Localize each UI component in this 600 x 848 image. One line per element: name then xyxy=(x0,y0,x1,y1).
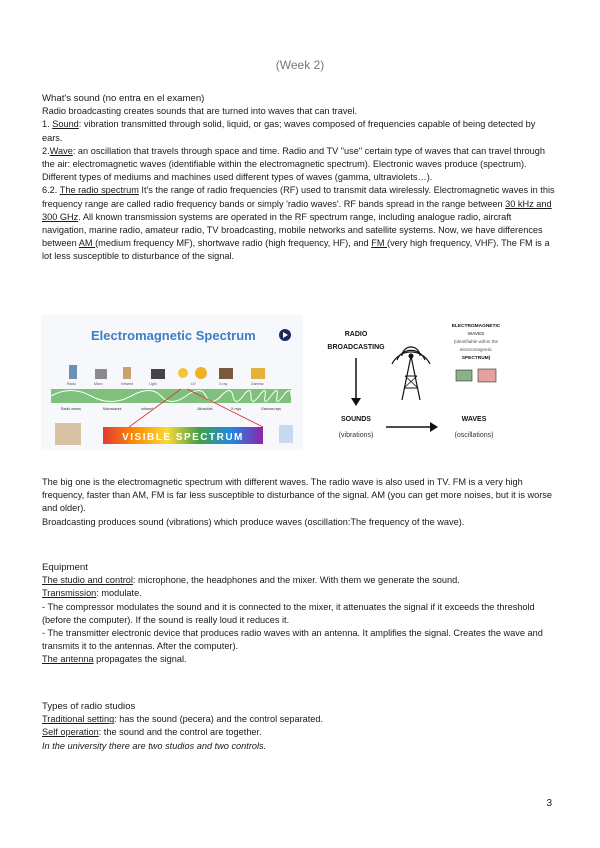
page-number: 3 xyxy=(546,798,552,809)
band-label: Microwaves xyxy=(103,407,122,411)
source-label: Light xyxy=(149,382,157,386)
term-wave: Wave xyxy=(49,145,73,156)
radio-broadcasting-label: RADIO xyxy=(344,331,368,338)
text-run: : has the sound (pecera) and the control separated. xyxy=(114,714,324,725)
sun-icon xyxy=(195,367,207,379)
term-fm: FM xyxy=(371,238,388,249)
microwave-icon xyxy=(95,369,107,379)
radio-set-icon xyxy=(456,370,472,381)
electromagnetic-spectrum-figure xyxy=(41,315,303,450)
source-label: UV xyxy=(191,382,196,386)
text-run: propagates the signal. xyxy=(93,654,187,665)
atom-icon xyxy=(279,425,293,443)
building-icon xyxy=(55,423,81,445)
em-waves-label: ELECTROMAGNETIC xyxy=(451,324,501,329)
paragraph-sound xyxy=(42,118,556,144)
equipment-item xyxy=(42,653,556,666)
term-sound: Sound xyxy=(52,119,79,130)
visible-spectrum-label: VISIBLE SPECTRUM xyxy=(122,432,244,443)
studio-type-item xyxy=(42,726,556,739)
studio-types-section xyxy=(42,700,556,753)
antenna-tower-icon xyxy=(392,347,430,400)
radioactive-icon xyxy=(251,368,265,379)
text-run: (medium frequency MF), shortwave radio (high frequency, HF), and xyxy=(95,238,372,249)
text-run: It's the range of radio frequencies (RF) used to transmit data wirelessly. Electromagnetic waves in this frequency range are called radio frequency bands or simply 'radio waves'. RF bands spread in the range between xyxy=(42,185,555,209)
band-label: Ultraviolet xyxy=(197,407,213,411)
band-label: X-rays xyxy=(231,407,242,411)
satellite-icon xyxy=(123,367,131,379)
list-number: 6.2. xyxy=(42,185,60,196)
definition-sound: : vibration transmitted through solid, liquid, or gas; waves composed of frequencies capable of being detected by ears. xyxy=(42,119,536,143)
commentary-paragraph: Broadcasting produces sound (vibrations) which produce waves (oscillation:The frequency of the wave). xyxy=(42,516,465,527)
text-run: (very high frequency, VHF). The FM is a lot less susceptible to disturbance of the signal. xyxy=(42,238,550,262)
source-labels xyxy=(67,382,264,386)
spectrum-illustration xyxy=(41,315,303,450)
studio-type-item xyxy=(42,713,556,726)
term-transmission: Transmission xyxy=(42,588,97,599)
section-title: Types of radio studios xyxy=(42,701,136,712)
equipment-item xyxy=(42,574,556,587)
university-note: In the university there are two studios and two controls. xyxy=(42,740,267,751)
term-traditional-setting: Traditional setting xyxy=(42,714,115,725)
text-run: : microphone, the headphones and the mixer. With them we generate the sound. xyxy=(132,575,460,586)
source-label: Micro xyxy=(94,382,103,386)
band-label: Radio waves xyxy=(61,407,82,411)
source-label: Radio xyxy=(67,382,77,386)
sounds-label: SOUNDS xyxy=(341,416,371,423)
xray-icon xyxy=(219,368,233,379)
radio-broadcasting-label: BROADCASTING xyxy=(327,344,385,351)
term-frequency-range: 30 kHz and 300 GHz xyxy=(42,198,552,222)
em-waves-label: WAVES xyxy=(467,332,485,337)
intro-section xyxy=(42,92,556,264)
text-run: . All known transmission systems are operated in the RF spectrum range, including analogue radio, aircraft navigation, marine radio, amateur radio, TV broadcasting, mobile networks and satellite systems. Now, we have differences between xyxy=(42,211,543,249)
right-arrow-icon xyxy=(430,422,438,432)
source-label: X-ray xyxy=(219,382,228,386)
source-icons xyxy=(69,365,265,379)
term-am: AM xyxy=(78,238,96,249)
spectrum-title: Electromagnetic Spectrum xyxy=(91,328,256,343)
waves-sublabel: (oscillations) xyxy=(454,432,494,439)
band-labels xyxy=(61,407,281,411)
tv-set-icon xyxy=(478,369,496,382)
em-waves-note: electromagnetic xyxy=(459,347,493,352)
em-waves-note: (identifiable within the xyxy=(453,339,499,344)
text-run: : modulate. xyxy=(96,588,142,599)
week-heading: (Week 2) xyxy=(275,58,325,72)
section-title: What's sound (no entra en el examen) xyxy=(42,93,205,104)
band-label: Gamma rays xyxy=(261,407,282,411)
source-label: Gamma xyxy=(251,382,264,386)
definition-wave: : an oscillation that travels through space and time. Radio and TV "use" certain type of waves that can travel through the air: electromagnetic waves (identifiable within the electromagnetic spectrum). Electronic waves produce (spectrum). Different types of mediums and machines used different types of waves (gamma, ultraviolets…). xyxy=(42,145,545,183)
paragraph-wave xyxy=(42,145,556,185)
broadcasting-illustration xyxy=(316,316,522,450)
equipment-section xyxy=(42,561,556,667)
radio-tower-icon xyxy=(69,365,77,379)
section-title: Equipment xyxy=(42,562,88,573)
radio-broadcasting-diagram xyxy=(316,316,522,450)
equipment-item: - The compressor modulates the sound and it is connected to the mixer, it attenuates the signal if it exceeds the threshold (before the computer). If the sound is really loud it reduces it. xyxy=(42,601,535,625)
figures-commentary xyxy=(42,476,556,529)
list-number: 1. xyxy=(42,119,53,130)
down-arrow-icon xyxy=(351,398,361,406)
waves-label: WAVES xyxy=(461,416,487,423)
term-self-operation: Self operation xyxy=(42,727,99,738)
bulb-icon xyxy=(178,368,188,378)
em-waves-label: SPECTRUM) xyxy=(461,356,491,361)
band-label: Infrared xyxy=(141,407,154,411)
intro-line: Radio broadcasting creates sounds that are turned into waves that can travel. xyxy=(42,106,358,117)
term-studio-control: The studio and control xyxy=(42,575,133,586)
term-antenna: The antenna xyxy=(42,654,94,665)
list-number: 2. xyxy=(42,145,50,156)
text-run: : the sound and the control are together. xyxy=(98,727,262,738)
sounds-sublabel: (vibrations) xyxy=(338,432,374,439)
commentary-paragraph: The big one is the electromagnetic spectrum with different waves. The radio wave is also used in TV. FM is a very high frequency, faster than AM, FM is far less susceptible to disturbance of the signal. AM (you can get more noises, but it is worse and older). xyxy=(42,477,552,514)
term-radio-spectrum: The radio spectrum xyxy=(59,185,139,196)
remote-icon xyxy=(151,369,165,379)
source-label: Infrared xyxy=(121,382,134,386)
equipment-item: - The transmitter electronic device that produces radio waves with an antenna. It amplifies the signal. Creates the wave and transmits it to the antennas. After the computer). xyxy=(42,628,543,652)
equipment-item xyxy=(42,587,556,600)
paragraph-radio-spectrum xyxy=(42,184,556,263)
